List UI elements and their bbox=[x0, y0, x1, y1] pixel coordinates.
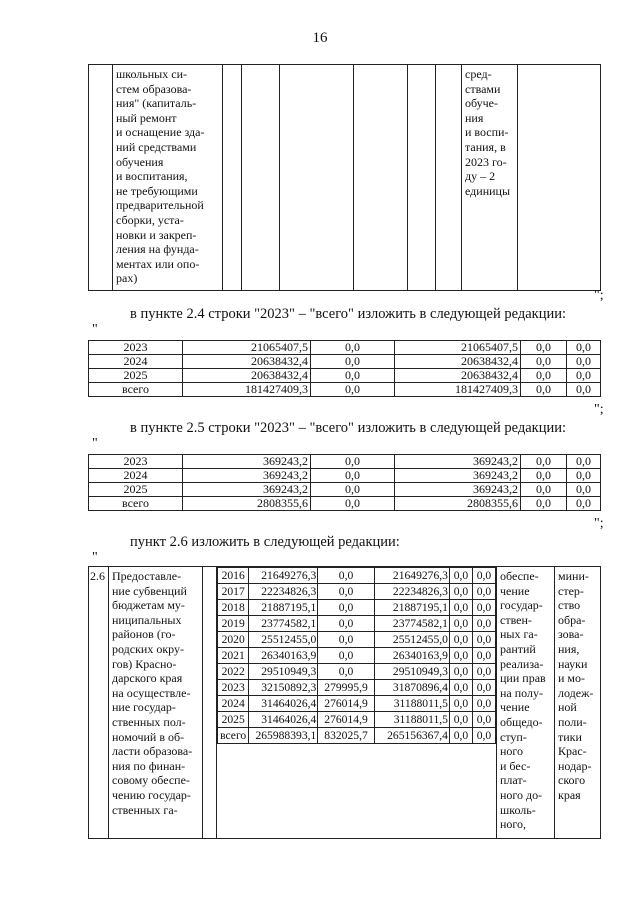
value-cell: 0,0 bbox=[521, 469, 567, 483]
section-25-heading: в пункте 2.5 строки "2023" – "всего" изложить в следующей редакции: bbox=[130, 420, 567, 436]
text-line: ного до- bbox=[500, 787, 543, 802]
value-cell: 23774582,1 bbox=[249, 616, 318, 632]
value-cell: 0,0 bbox=[472, 632, 495, 648]
text-line: школьных си- bbox=[116, 67, 187, 81]
finance-cell bbox=[217, 567, 497, 839]
value-cell: 23774582,1 bbox=[374, 616, 449, 632]
section-25-table bbox=[88, 454, 601, 511]
value-cell: 0,0 bbox=[318, 600, 374, 616]
table-row bbox=[218, 680, 496, 696]
value-cell: 0,0 bbox=[318, 664, 374, 680]
text-line: номочий в об- bbox=[112, 729, 185, 744]
value-cell: 0,0 bbox=[311, 355, 395, 369]
top-cell-5 bbox=[280, 65, 354, 291]
value-cell: 0,0 bbox=[521, 483, 567, 497]
value-cell: 31188011,5 bbox=[374, 696, 449, 712]
blank-cell bbox=[203, 567, 217, 839]
text-line: ствен- bbox=[500, 612, 532, 627]
year-cell: 2020 bbox=[218, 632, 249, 648]
text-line: ний средствами bbox=[116, 139, 197, 154]
value-cell: 20638432,4 bbox=[183, 355, 311, 369]
value-cell: 25512455,0 bbox=[249, 632, 318, 648]
text-line: ственных га- bbox=[112, 802, 178, 817]
text-line: стем образова- bbox=[116, 81, 192, 96]
value-cell: 21649276,3 bbox=[374, 568, 449, 584]
section-26-table bbox=[88, 566, 601, 839]
year-cell: 2025 bbox=[89, 369, 183, 383]
open-quote: " bbox=[92, 436, 98, 451]
text-line: общедо- bbox=[500, 714, 543, 729]
value-cell: 0,0 bbox=[449, 696, 472, 712]
value-cell: 369243,2 bbox=[183, 455, 311, 469]
value-cell: 0,0 bbox=[472, 584, 495, 600]
text-line: ный ремонт bbox=[116, 110, 177, 125]
text-line: сред- bbox=[465, 67, 492, 81]
value-cell: 26340163,9 bbox=[374, 648, 449, 664]
text-line: рах) bbox=[116, 271, 138, 286]
text-line: мини- bbox=[558, 569, 589, 583]
value-cell: 0,0 bbox=[521, 383, 567, 397]
result-cell bbox=[497, 567, 555, 839]
text-line: на полу- bbox=[500, 685, 543, 700]
table-row bbox=[218, 664, 496, 680]
table-row bbox=[218, 648, 496, 664]
year-cell: 2023 bbox=[89, 341, 183, 355]
top-cell-6 bbox=[354, 65, 408, 291]
text-line: ние государ- bbox=[112, 700, 176, 715]
value-cell: 279995,9 bbox=[318, 680, 374, 696]
text-line: ции прав bbox=[500, 671, 546, 686]
value-cell: 0,0 bbox=[567, 341, 601, 355]
closing-quote: "; bbox=[594, 516, 604, 531]
text-line: чению государ- bbox=[112, 787, 191, 802]
value-cell: 0,0 bbox=[318, 648, 374, 664]
text-line: единицы bbox=[465, 183, 511, 198]
value-cell: 369243,2 bbox=[395, 483, 521, 497]
year-cell: 2023 bbox=[89, 455, 183, 469]
year-cell: 2024 bbox=[89, 469, 183, 483]
text-line: не требующими bbox=[116, 183, 198, 198]
text-line: ного, bbox=[500, 817, 527, 832]
top-cell-3 bbox=[223, 65, 242, 291]
value-cell: 0,0 bbox=[311, 369, 395, 383]
year-cell: 2019 bbox=[218, 616, 249, 632]
year-cell: всего bbox=[89, 497, 183, 511]
value-cell: 0,0 bbox=[311, 341, 395, 355]
top-cell-1 bbox=[89, 65, 113, 291]
table-row bbox=[218, 616, 496, 632]
value-cell: 0,0 bbox=[449, 600, 472, 616]
year-cell: 2023 bbox=[218, 680, 249, 696]
value-cell: 29510949,3 bbox=[249, 664, 318, 680]
year-cell: 2022 bbox=[218, 664, 249, 680]
value-cell: 0,0 bbox=[311, 497, 395, 511]
section-24-table bbox=[88, 340, 601, 397]
year-cell: всего bbox=[218, 728, 249, 744]
table-row bbox=[218, 712, 496, 728]
text-line: и воспи- bbox=[465, 125, 509, 140]
value-cell: 21887195,1 bbox=[374, 600, 449, 616]
top-cell-7 bbox=[408, 65, 436, 291]
year-cell: 2017 bbox=[218, 584, 249, 600]
value-cell: 0,0 bbox=[472, 696, 495, 712]
table-row bbox=[218, 600, 496, 616]
value-cell: 265156367,4 bbox=[374, 728, 449, 744]
year-cell: всего bbox=[89, 383, 183, 397]
open-quote: " bbox=[92, 322, 98, 337]
value-cell: 369243,2 bbox=[395, 455, 521, 469]
text-line: ского bbox=[558, 773, 586, 788]
table-row bbox=[89, 383, 601, 397]
value-cell: 0,0 bbox=[521, 455, 567, 469]
closing-quote: "; bbox=[594, 402, 604, 417]
value-cell: 0,0 bbox=[521, 341, 567, 355]
value-cell: 0,0 bbox=[311, 469, 395, 483]
table-row bbox=[89, 355, 601, 369]
page-number: 16 bbox=[312, 30, 328, 46]
value-cell: 369243,2 bbox=[395, 469, 521, 483]
value-cell: 21887195,1 bbox=[249, 600, 318, 616]
text-line: дарского края bbox=[112, 671, 183, 686]
section-26-heading: пункт 2.6 изложить в следующей редакции: bbox=[130, 534, 400, 550]
text-line: ния по финан- bbox=[112, 758, 186, 773]
text-line: ления на фунда- bbox=[116, 242, 199, 257]
value-cell: 0,0 bbox=[521, 355, 567, 369]
table-row bbox=[218, 728, 496, 744]
text-line: ния" (капиталь- bbox=[116, 96, 197, 111]
value-cell: 31464026,4 bbox=[249, 696, 318, 712]
value-cell: 22234826,3 bbox=[249, 584, 318, 600]
text-line: тания, в bbox=[465, 139, 506, 154]
text-line: обуче- bbox=[465, 96, 499, 111]
top-cell-10 bbox=[518, 65, 601, 291]
value-cell: 0,0 bbox=[472, 600, 495, 616]
text-line: чение bbox=[500, 583, 530, 598]
value-cell: 0,0 bbox=[567, 383, 601, 397]
value-cell: 0,0 bbox=[449, 584, 472, 600]
top-cell-4 bbox=[242, 65, 280, 291]
top-cell-result bbox=[462, 65, 518, 291]
value-cell: 0,0 bbox=[567, 455, 601, 469]
text-line: обеспе- bbox=[500, 569, 539, 583]
text-line: обра- bbox=[558, 612, 586, 627]
text-line: и мо- bbox=[558, 671, 586, 686]
value-cell: 369243,2 bbox=[183, 469, 311, 483]
value-cell: 20638432,4 bbox=[395, 369, 521, 383]
text-line: и оснащение зда- bbox=[116, 125, 205, 140]
executor-cell bbox=[555, 567, 601, 839]
year-cell: 2024 bbox=[218, 696, 249, 712]
text-line: ние субвенций bbox=[112, 583, 187, 598]
year-cell: 2025 bbox=[218, 712, 249, 728]
finance-table bbox=[217, 567, 496, 744]
top-table bbox=[88, 64, 601, 291]
value-cell: 0,0 bbox=[472, 712, 495, 728]
table-row bbox=[218, 632, 496, 648]
value-cell: 29510949,3 bbox=[374, 664, 449, 680]
value-cell: 276014,9 bbox=[318, 696, 374, 712]
table-row bbox=[218, 568, 496, 584]
text-line: нодар- bbox=[558, 758, 592, 773]
text-line: ниципальных bbox=[112, 612, 182, 627]
text-line: ство bbox=[558, 598, 581, 613]
text-line: государ- bbox=[500, 598, 543, 613]
text-line: зова- bbox=[558, 627, 584, 642]
text-line: сборки, уста- bbox=[116, 212, 184, 227]
value-cell: 0,0 bbox=[472, 728, 495, 744]
text-line: предварительной bbox=[116, 198, 204, 213]
text-line: тики bbox=[558, 729, 582, 744]
value-cell: 31870896,4 bbox=[374, 680, 449, 696]
text-line: стер- bbox=[558, 583, 584, 598]
text-line: бюджетам му- bbox=[112, 598, 185, 613]
value-cell: 0,0 bbox=[521, 369, 567, 383]
value-cell: 21649276,3 bbox=[249, 568, 318, 584]
text-line: поли- bbox=[558, 714, 587, 729]
item-description bbox=[109, 567, 203, 839]
value-cell: 0,0 bbox=[567, 469, 601, 483]
value-cell: 0,0 bbox=[449, 680, 472, 696]
text-line: районов (го- bbox=[112, 627, 176, 642]
closing-quote: "; bbox=[594, 288, 604, 303]
item-number: 2.6 bbox=[89, 567, 109, 839]
value-cell: 0,0 bbox=[449, 568, 472, 584]
table-row bbox=[218, 584, 496, 600]
value-cell: 0,0 bbox=[449, 632, 472, 648]
value-cell: 2808355,6 bbox=[395, 497, 521, 511]
value-cell: 31464026,4 bbox=[249, 712, 318, 728]
value-cell: 0,0 bbox=[449, 712, 472, 728]
value-cell: 0,0 bbox=[449, 664, 472, 680]
table-row bbox=[89, 483, 601, 497]
text-line: ния bbox=[465, 110, 484, 125]
value-cell: 25512455,0 bbox=[374, 632, 449, 648]
year-cell: 2025 bbox=[89, 483, 183, 497]
text-line: новки и закреп- bbox=[116, 227, 197, 242]
value-cell: 0,0 bbox=[472, 568, 495, 584]
value-cell: 20638432,4 bbox=[395, 355, 521, 369]
value-cell: 0,0 bbox=[318, 632, 374, 648]
value-cell: 276014,9 bbox=[318, 712, 374, 728]
text-line: реализа- bbox=[500, 656, 544, 671]
text-line: родских окру- bbox=[112, 641, 185, 656]
text-line: Крас- bbox=[558, 744, 587, 759]
value-cell: 0,0 bbox=[311, 383, 395, 397]
text-line: на осуществле- bbox=[112, 685, 191, 700]
top-cell-8 bbox=[436, 65, 462, 291]
text-line: ласти образова- bbox=[112, 744, 193, 759]
value-cell: 0,0 bbox=[567, 355, 601, 369]
text-line: лодеж- bbox=[558, 685, 594, 700]
value-cell: 832025,7 bbox=[318, 728, 374, 744]
text-line: ной bbox=[558, 700, 577, 715]
value-cell: 0,0 bbox=[449, 616, 472, 632]
value-cell: 26340163,9 bbox=[249, 648, 318, 664]
year-cell: 2024 bbox=[89, 355, 183, 369]
text-line: ного bbox=[500, 744, 524, 759]
table-row bbox=[89, 497, 601, 511]
text-line: и бес- bbox=[500, 758, 531, 773]
year-cell: 2018 bbox=[218, 600, 249, 616]
value-cell: 0,0 bbox=[449, 648, 472, 664]
text-line: ных га- bbox=[500, 627, 538, 642]
value-cell: 0,0 bbox=[472, 616, 495, 632]
text-line: ду – 2 bbox=[465, 169, 496, 184]
table-row bbox=[89, 369, 601, 383]
value-cell: 32150892,3 bbox=[249, 680, 318, 696]
text-line: совому обеспе- bbox=[112, 773, 190, 788]
value-cell: 0,0 bbox=[311, 455, 395, 469]
text-line: ния, bbox=[558, 641, 580, 656]
section-24-heading: в пункте 2.4 строки "2023" – "всего" изложить в следующей редакции: bbox=[130, 306, 567, 322]
year-cell: 2021 bbox=[218, 648, 249, 664]
value-cell: 22234826,3 bbox=[374, 584, 449, 600]
table-row bbox=[89, 469, 601, 483]
value-cell: 0,0 bbox=[472, 680, 495, 696]
text-line: ственных пол- bbox=[112, 714, 186, 729]
value-cell: 0,0 bbox=[472, 648, 495, 664]
value-cell: 181427409,3 bbox=[395, 383, 521, 397]
text-line: гов) Красно- bbox=[112, 656, 177, 671]
text-line: и воспитания, bbox=[116, 169, 188, 184]
text-line: обучения bbox=[116, 154, 164, 169]
value-cell: 0,0 bbox=[472, 664, 495, 680]
text-line: науки bbox=[558, 656, 588, 671]
value-cell: 0,0 bbox=[318, 616, 374, 632]
value-cell: 21065407,5 bbox=[183, 341, 311, 355]
value-cell: 0,0 bbox=[567, 369, 601, 383]
text-line: 2023 го- bbox=[465, 154, 507, 169]
text-line: ступ- bbox=[500, 729, 527, 744]
text-line: школь- bbox=[500, 802, 536, 817]
value-cell: 265988393,1 bbox=[249, 728, 318, 744]
open-quote: " bbox=[92, 550, 98, 565]
text-line: чение bbox=[500, 700, 530, 715]
table-row bbox=[218, 696, 496, 712]
value-cell: 0,0 bbox=[318, 584, 374, 600]
year-cell: 2016 bbox=[218, 568, 249, 584]
value-cell: 0,0 bbox=[521, 497, 567, 511]
table-row bbox=[89, 455, 601, 469]
value-cell: 20638432,4 bbox=[183, 369, 311, 383]
value-cell: 0,0 bbox=[567, 497, 601, 511]
text-line: края bbox=[558, 787, 581, 802]
table-row bbox=[89, 341, 601, 355]
text-line: ствами bbox=[465, 81, 501, 96]
text-line: ментах или опо- bbox=[116, 256, 200, 271]
value-cell: 31188011,5 bbox=[374, 712, 449, 728]
text-line: плат- bbox=[500, 773, 527, 788]
value-cell: 0,0 bbox=[318, 568, 374, 584]
value-cell: 21065407,5 bbox=[395, 341, 521, 355]
value-cell: 369243,2 bbox=[183, 483, 311, 497]
value-cell: 181427409,3 bbox=[183, 383, 311, 397]
text-line: Предоставле- bbox=[112, 569, 182, 583]
top-cell-description bbox=[113, 65, 223, 291]
text-line: рантий bbox=[500, 641, 536, 656]
value-cell: 0,0 bbox=[449, 728, 472, 744]
value-cell: 2808355,6 bbox=[183, 497, 311, 511]
value-cell: 0,0 bbox=[311, 483, 395, 497]
value-cell: 0,0 bbox=[567, 483, 601, 497]
